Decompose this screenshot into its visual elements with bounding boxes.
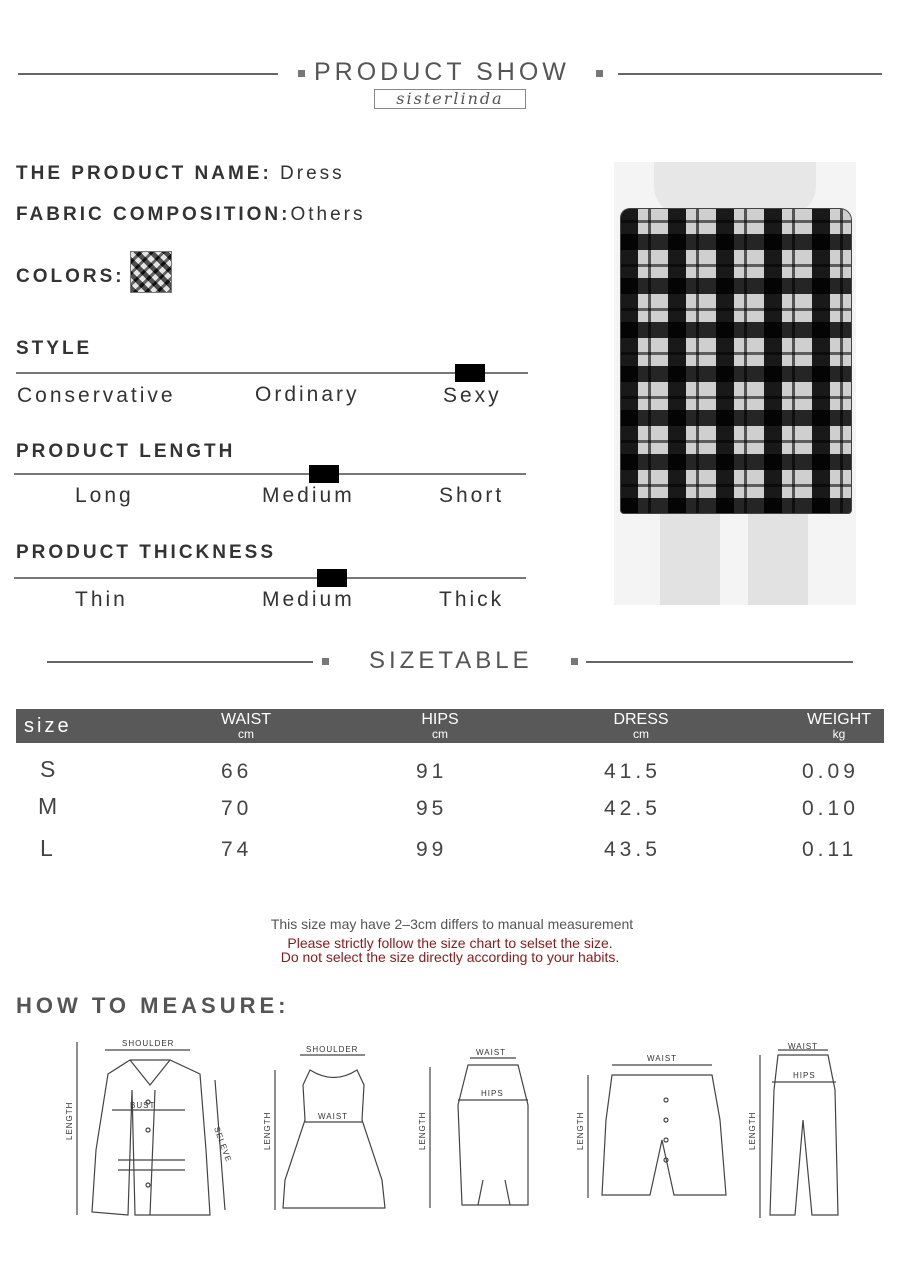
header-dress: [601, 712, 681, 740]
product-name-label: THE PRODUCT NAME:: [16, 163, 272, 184]
row-l-waist: 74: [221, 838, 253, 861]
length-option-short: Short: [439, 484, 505, 507]
jacket-diagram: [77, 1042, 225, 1215]
fabric-row: [16, 204, 365, 226]
row-s-weight: 0.09: [802, 760, 859, 783]
sizetable-square-right: [571, 658, 578, 665]
sizetable-line-right: [586, 661, 853, 663]
jacket-shoulder-label: SHOULDER: [122, 1039, 175, 1048]
pants-waist-label: WAIST: [788, 1042, 819, 1051]
style-marker: [455, 364, 485, 382]
thickness-label: PRODUCT THICKNESS: [16, 542, 277, 563]
note-strict-follow: Please strictly follow the size chart to selset the size.: [287, 935, 613, 951]
note-measurement: This size may have 2–3cm differs to manual measurement: [270, 916, 634, 932]
dress-length-label: LENGTH: [263, 1111, 272, 1150]
how-to-measure-title: HOW TO MEASURE:: [16, 993, 290, 1018]
brand-logo: sisterlinda: [374, 89, 526, 109]
style-label: STYLE: [16, 338, 93, 359]
measure-diagrams: [0, 1030, 900, 1230]
header-waist-label: WAIST: [220, 711, 272, 728]
skirt-length-label: LENGTH: [418, 1111, 427, 1150]
row-s-waist: 66: [221, 760, 253, 783]
plaid-skirt-image: [620, 208, 852, 514]
sizetable-title: SIZETABLE: [369, 647, 533, 674]
row-l-dress: 43.5: [604, 838, 661, 861]
fabric-label: FABRIC COMPOSITION:: [16, 204, 291, 225]
length-option-medium: Medium: [262, 484, 355, 507]
mannequin-leg-left: [660, 512, 720, 605]
jacket-bust-label: BUST: [130, 1101, 156, 1110]
dress-shoulder-label: SHOULDER: [306, 1045, 359, 1054]
fabric-value: Others: [290, 204, 366, 225]
length-scale-line: [14, 473, 526, 475]
row-m-weight: 0.10: [802, 797, 859, 820]
row-s-size: S: [40, 756, 56, 782]
colors-label: COLORS:: [16, 266, 125, 287]
row-m-dress: 42.5: [604, 797, 661, 820]
row-s-hips: 91: [416, 760, 448, 783]
header-square-left: [298, 70, 305, 77]
page-title: PRODUCT SHOW: [314, 58, 570, 86]
size-table-header: [16, 709, 884, 743]
mannequin-leg-right: [748, 512, 808, 605]
thickness-scale-line: [14, 577, 526, 579]
style-option-conservative: Conservative: [17, 384, 176, 407]
color-swatch-plaid[interactable]: [130, 251, 172, 293]
row-l-weight: 0.11: [802, 838, 858, 861]
style-option-sexy: Sexy: [443, 384, 502, 407]
shorts-waist-label: WAIST: [647, 1054, 678, 1063]
length-marker: [309, 465, 339, 483]
row-l-size: L: [40, 835, 53, 861]
skirt-diagram: [430, 1058, 528, 1208]
row-l-hips: 99: [416, 838, 448, 861]
row-m-waist: 70: [221, 797, 253, 820]
header-line-left: [18, 73, 278, 75]
style-scale-line: [16, 372, 528, 374]
product-photo: [614, 162, 856, 605]
thickness-option-medium: Medium: [262, 588, 355, 611]
shorts-diagram: [588, 1065, 726, 1198]
header-waist: [206, 712, 286, 740]
product-name-row: [16, 163, 345, 185]
sizetable-line-left: [47, 661, 313, 663]
header-waist-unit: cm: [238, 727, 254, 741]
header-hips-label: HIPS: [421, 711, 459, 728]
jacket-length-label: LENGTH: [65, 1101, 74, 1140]
shorts-length-label: LENGTH: [576, 1111, 585, 1150]
row-m-size: M: [38, 793, 58, 819]
header-line-right: [618, 73, 882, 75]
header-weight: [794, 712, 884, 740]
skirt-hips-label: HIPS: [481, 1089, 504, 1098]
length-label: PRODUCT LENGTH: [16, 441, 236, 462]
jacket-sleeve-label: SELEVE: [212, 1125, 234, 1164]
sizetable-square-left: [322, 658, 329, 665]
length-option-long: Long: [75, 484, 134, 507]
pants-length-label: LENGTH: [748, 1111, 757, 1150]
thickness-option-thick: Thick: [439, 588, 505, 611]
thickness-option-thin: Thin: [75, 588, 128, 611]
header-square-right: [596, 70, 603, 77]
header-dress-unit: cm: [633, 727, 649, 741]
dress-waist-label: WAIST: [318, 1112, 349, 1121]
header-weight-unit: kg: [832, 727, 846, 741]
header-hips: [400, 712, 480, 740]
dress-diagram: [275, 1055, 385, 1210]
row-m-hips: 95: [416, 797, 448, 820]
row-s-dress: 41.5: [604, 760, 661, 783]
pants-hips-label: HIPS: [793, 1071, 816, 1080]
header-weight-label: WEIGHT: [807, 711, 871, 728]
header-dress-label: DRESS: [613, 711, 669, 728]
thickness-marker: [317, 569, 347, 587]
style-option-ordinary: Ordinary: [255, 383, 360, 406]
header-size: size: [24, 715, 72, 737]
note-habits: Do not select the size directly according to your habits.: [280, 949, 620, 965]
skirt-waist-label: WAIST: [476, 1048, 507, 1057]
header-hips-unit: cm: [432, 727, 448, 741]
product-name-value: Dress: [271, 163, 345, 184]
